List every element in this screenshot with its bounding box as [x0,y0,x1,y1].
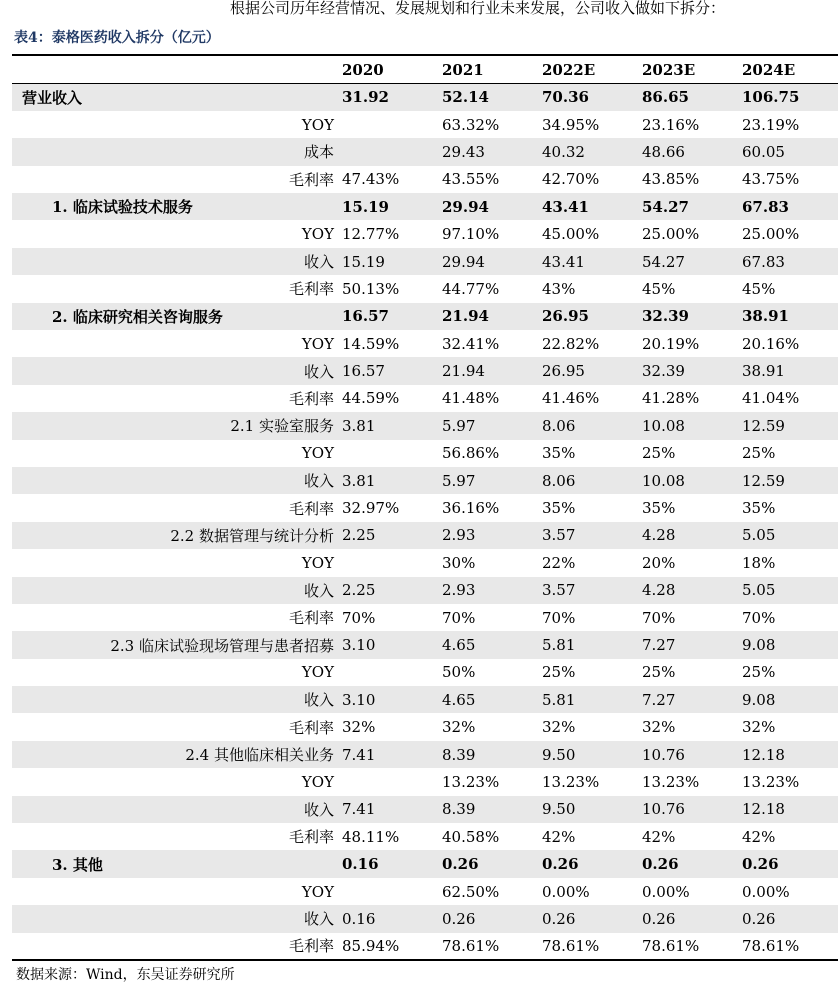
header-cell-year: 2022E [538,55,638,84]
value-cell: 3.81 [342,471,376,490]
value-cell: 22% [542,553,576,572]
value-cell: 0.26 [442,855,479,874]
table-row [12,713,838,740]
value-cell: 70.36 [542,88,589,107]
table-row [12,577,838,604]
value-cell: 35% [742,499,776,518]
value-cell [338,440,438,467]
row-label: YOY [301,882,334,901]
row-label: 2.4 其他临床相关业务 [185,746,334,765]
value-cell: 63.32% [442,115,500,134]
value-cell: 42.70% [542,170,600,189]
value-cell: 85.94% [338,933,438,960]
value-cell: 43% [542,279,576,298]
table-row [12,631,838,658]
value-cell: 78.61% [738,933,838,960]
table-row [12,220,838,247]
table-row [12,385,838,412]
value-cell: 78.61% [538,933,638,960]
value-cell: 0.16 [342,855,379,874]
value-cell: 35% [542,499,576,518]
value-cell: 15.19 [342,197,389,216]
row-label: 毛利率 [288,170,334,189]
table-row [12,878,838,905]
row-label: YOY [301,334,334,353]
value-cell: 67.83 [742,197,789,216]
table-row [12,193,838,220]
value-cell: 0.26 [642,855,679,874]
value-cell: 25% [642,444,676,463]
value-cell: 0.00% [742,882,790,901]
value-cell: 23.16% [642,115,700,134]
table-row [12,111,838,138]
table-row [12,357,838,384]
value-cell: 78.61% [638,933,738,960]
row-label: 3. 其他 [52,855,103,874]
value-cell: 2.25 [342,526,376,545]
value-cell: 42% [542,827,576,846]
value-cell: 25% [642,663,676,682]
table-row [12,440,838,467]
value-cell: 0.26 [442,909,476,928]
header-row [12,55,838,84]
value-cell [338,549,438,576]
row-label: 2. 临床研究相关咨询服务 [52,307,223,326]
value-cell: 3.57 [542,581,576,600]
value-cell: 12.59 [742,471,785,490]
value-cell: 7.27 [642,636,676,654]
row-label: 收入 [303,910,334,929]
value-cell: 18% [742,553,776,572]
value-cell: 40.32 [542,142,585,161]
value-cell: 31.92 [342,88,389,107]
row-label: 1. 临床试验技术服务 [52,198,193,217]
table-row [12,467,838,494]
value-cell: 50% [442,663,476,682]
value-cell: 29.43 [442,142,485,161]
value-cell: 34.95% [542,115,600,134]
value-cell: 12.77% [342,225,400,244]
source-note: 数据来源：Wind，东吴证券研究所 [16,967,235,983]
value-cell: 0.00% [542,882,590,901]
value-cell: 5.81 [542,636,576,654]
value-cell: 12.18 [742,745,785,764]
revenue-breakdown-table [12,54,833,961]
value-cell: 41.46% [542,389,600,408]
value-cell: 12.59 [742,416,785,435]
value-cell: 7.41 [342,745,376,764]
row-label: 营业收入 [22,88,83,107]
value-cell: 25% [542,663,576,682]
value-cell: 32% [742,718,776,737]
value-cell: 10.76 [642,800,685,819]
row-label: YOY [301,444,334,463]
value-cell: 8.39 [442,800,476,819]
header-cell-year: 2023E [638,55,738,84]
value-cell: 25% [742,663,776,682]
value-cell: 43.75% [742,170,800,189]
table-row [12,412,838,439]
value-cell: 8.06 [542,416,576,435]
value-cell: 70% [742,608,776,627]
value-cell: 41.48% [442,389,500,408]
value-cell: 21.94 [442,362,485,381]
value-cell: 15.19 [342,252,385,271]
value-cell: 43.85% [642,170,700,189]
row-label: 2.1 实验室服务 [230,417,334,436]
value-cell: 0.26 [642,909,676,928]
value-cell: 50.13% [342,279,400,298]
value-cell: 4.65 [442,690,476,709]
value-cell [338,138,438,165]
value-cell [338,768,438,795]
row-label: 毛利率 [288,828,334,847]
value-cell: 35% [542,444,576,463]
value-cell: 35% [642,499,676,518]
value-cell: 52.14 [442,88,489,107]
row-label: 成本 [303,143,334,162]
table-row [12,933,838,960]
value-cell: 7.27 [642,690,676,709]
value-cell: 0.16 [342,909,376,928]
value-cell: 23.19% [742,115,800,134]
value-cell: 9.08 [742,690,776,709]
value-cell: 97.10% [442,225,500,244]
value-cell: 0.00% [642,882,690,901]
table-row [12,138,838,165]
value-cell: 44.77% [442,279,500,298]
row-label: YOY [301,225,334,244]
row-label: YOY [301,772,334,791]
row-label: YOY [301,553,334,572]
value-cell: 7.41 [342,800,376,819]
value-cell: 44.59% [342,389,400,408]
value-cell: 26.95 [542,362,585,381]
row-label: 收入 [303,472,334,491]
value-cell: 26.95 [542,307,589,326]
value-cell: 32.41% [442,334,500,353]
value-cell [338,659,438,686]
value-cell: 43.55% [442,170,500,189]
table-row [12,275,838,302]
table-row [12,823,838,850]
table-row [12,905,838,932]
row-label: 2.3 临床试验现场管理与患者招募 [110,636,334,655]
value-cell: 45% [742,279,776,298]
header-cell-year: 2024E [738,55,838,84]
table-row [12,330,838,357]
value-cell: 32% [642,718,676,737]
table-caption: 表4：泰格医药收入拆分（亿元） [14,30,220,46]
value-cell: 5.05 [742,581,776,600]
value-cell: 16.57 [342,362,385,381]
value-cell: 56.86% [442,444,500,463]
table-header [12,55,838,84]
value-cell [338,878,438,905]
row-label: 收入 [303,800,334,819]
value-cell: 42% [742,827,776,846]
value-cell: 2.93 [442,526,476,545]
value-cell: 25.00% [742,225,800,244]
value-cell: 25% [742,444,776,463]
value-cell: 43.41 [542,197,589,216]
value-cell: 54.27 [642,197,689,216]
value-cell: 9.08 [742,636,776,654]
value-cell: 0.26 [742,909,776,928]
value-cell: 3.10 [342,636,376,654]
value-cell: 5.97 [442,471,476,490]
value-cell [338,111,438,138]
table-row [12,84,838,111]
value-cell: 13.23% [442,772,500,791]
intro-text: 根据公司历年经营情况、发展规划和行业未来发展，公司收入做如下拆分： [230,0,726,17]
table-row [12,303,838,330]
value-cell: 16.57 [342,307,389,326]
value-cell: 3.57 [542,526,576,545]
value-cell: 9.50 [542,800,576,819]
table-row [12,166,838,193]
value-cell: 9.50 [542,745,576,764]
value-cell: 70% [642,608,676,627]
table-row [12,768,838,795]
value-cell: 60.05 [742,142,785,161]
value-cell: 106.75 [742,88,800,107]
row-label: YOY [301,115,334,134]
value-cell: 67.83 [742,252,785,271]
value-cell: 4.28 [642,526,676,545]
value-cell: 0.26 [542,909,576,928]
value-cell: 78.61% [438,933,538,960]
value-cell: 38.91 [742,362,785,381]
value-cell: 20.19% [642,334,700,353]
value-cell: 2.25 [342,581,376,600]
value-cell: 32.97% [342,499,400,518]
value-cell: 41.04% [742,389,800,408]
value-cell: 22.82% [542,334,600,353]
value-cell: 40.58% [442,827,500,846]
value-cell: 21.94 [442,307,489,326]
value-cell: 0.26 [742,855,779,874]
value-cell: 45.00% [542,225,600,244]
value-cell: 41.28% [642,389,700,408]
row-label: YOY [301,663,334,682]
value-cell: 32.39 [642,362,685,381]
table-row [12,604,838,631]
value-cell: 86.65 [642,88,689,107]
header-cell-year: 2021 [438,55,538,84]
value-cell: 5.97 [442,416,476,435]
row-label: 收入 [303,691,334,710]
table-row [12,850,838,877]
value-cell: 70% [542,608,576,627]
value-cell: 48.66 [642,142,685,161]
table-row [12,248,838,275]
row-label: 收入 [303,581,334,600]
value-cell: 8.39 [442,745,476,764]
value-cell: 14.59% [342,334,400,353]
table-row [12,494,838,521]
value-cell: 10.76 [642,745,685,764]
value-cell: 38.91 [742,307,789,326]
value-cell: 29.94 [442,252,485,271]
value-cell: 4.28 [642,581,676,600]
value-cell: 32.39 [642,307,689,326]
row-label: 毛利率 [288,609,334,628]
value-cell: 5.81 [542,690,576,709]
value-cell: 0.26 [542,855,579,874]
value-cell: 8.06 [542,471,576,490]
row-label: 收入 [303,362,334,381]
value-cell: 10.08 [642,416,685,435]
table-row [12,659,838,686]
value-cell: 45% [642,279,676,298]
value-cell: 3.10 [342,690,376,709]
row-label: 2.2 数据管理与统计分析 [170,526,334,545]
row-label: 毛利率 [288,718,334,737]
value-cell: 3.81 [342,416,376,435]
value-cell: 4.65 [442,636,476,654]
value-cell: 13.23% [542,772,600,791]
value-cell: 32% [342,718,376,737]
value-cell: 10.08 [642,471,685,490]
table-row [12,796,838,823]
row-label: 毛利率 [288,280,334,299]
value-cell: 13.23% [642,772,700,791]
value-cell: 62.50% [442,882,500,901]
value-cell: 20.16% [742,334,800,353]
value-cell: 47.43% [342,170,400,189]
value-cell: 36.16% [442,499,500,518]
table-row [12,549,838,576]
value-cell: 29.94 [442,197,489,216]
value-cell: 20% [642,553,676,572]
value-cell: 70% [342,608,376,627]
value-cell: 70% [442,608,476,627]
value-cell: 5.05 [742,526,776,545]
value-cell: 32% [442,718,476,737]
value-cell: 42% [642,827,676,846]
value-cell: 25.00% [642,225,700,244]
header-cell-label [12,55,338,84]
row-label: 毛利率 [12,933,338,960]
table-row [12,686,838,713]
header-cell-year: 2020 [338,55,438,84]
value-cell: 54.27 [642,252,685,271]
table-row [12,522,838,549]
value-cell: 30% [442,553,476,572]
table-row [12,741,838,768]
table-body [12,84,838,961]
value-cell: 32% [542,718,576,737]
value-cell: 2.93 [442,581,476,600]
row-label: 毛利率 [288,499,334,518]
row-label: 收入 [303,253,334,272]
value-cell: 48.11% [342,827,400,846]
value-cell: 43.41 [542,252,585,271]
value-cell: 12.18 [742,800,785,819]
value-cell: 13.23% [742,772,800,791]
row-label: 毛利率 [288,389,334,408]
